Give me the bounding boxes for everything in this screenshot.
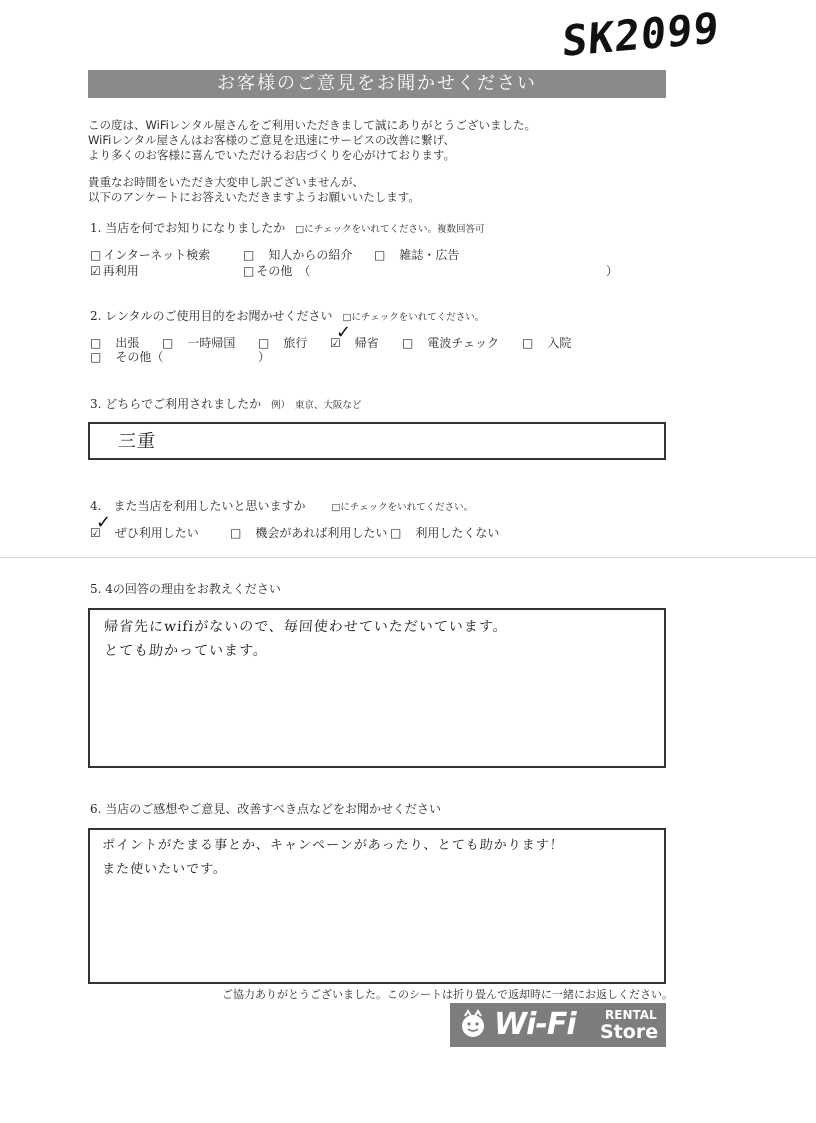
q3-example: 例） 東京、大阪など bbox=[271, 400, 362, 411]
checkbox-icon[interactable]: □ bbox=[522, 336, 534, 350]
q1-option-label: インターネット検索 bbox=[103, 248, 211, 262]
handwritten-check-icon: ✓ bbox=[336, 322, 352, 343]
page-title: お客様のご意見をお聞かせください bbox=[88, 70, 666, 98]
checkbox-checked-icon[interactable]: ☑ bbox=[90, 526, 101, 540]
wifi-rental-store-logo bbox=[450, 1003, 666, 1047]
intro-line2: WiFiレンタル屋さんはお客様のご意見を迅速にサービスの改善に繋げ、 bbox=[88, 133, 456, 147]
checkbox-icon[interactable]: □ bbox=[243, 264, 255, 278]
intro-text bbox=[88, 118, 536, 217]
handwritten-check-icon: ✓ bbox=[96, 512, 112, 533]
mascot-icon bbox=[458, 1009, 488, 1039]
checkbox-icon[interactable]: □ bbox=[162, 336, 174, 350]
q2-option-label: 電波チェック bbox=[427, 336, 499, 350]
checkbox-icon[interactable]: □ bbox=[90, 350, 102, 364]
q4-option-label: ぜひ利用したい bbox=[114, 526, 199, 540]
q2-option-label: 一時帰国 bbox=[187, 336, 236, 350]
logo-rental-text: RENTAL bbox=[605, 1008, 657, 1022]
fold-line bbox=[0, 557, 816, 558]
q1-note: □にチェックをいれてください。複数回答可 bbox=[295, 224, 485, 235]
q3-question: 3. どちらでご利用されましたか bbox=[90, 397, 262, 411]
q3-answer: 三重 bbox=[117, 431, 157, 452]
q1-other-close: ） bbox=[606, 264, 619, 278]
intro-line4: 貴重なお時間をいただき大変申し訳ございませんが、 bbox=[88, 175, 364, 189]
q2-option-signal-check[interactable] bbox=[402, 334, 499, 351]
q1-option-label: その他 （ bbox=[256, 264, 311, 278]
q2-option-return[interactable] bbox=[162, 334, 235, 351]
q1-option-internet[interactable] bbox=[90, 246, 210, 263]
q6-answer-line2: また使いたいです。 bbox=[101, 862, 228, 877]
q4-option-no[interactable] bbox=[390, 524, 499, 541]
q1-option-label: 雑誌・広告 bbox=[399, 248, 460, 262]
serial-number: SK2099 bbox=[561, 2, 721, 67]
intro-line5: 以下のアンケートにお答えいただきますようお願いいたします。 bbox=[88, 190, 420, 204]
q1-question: 1. 当店を何でお知りになりましたか bbox=[90, 221, 286, 235]
q1-option-other[interactable] bbox=[243, 262, 310, 279]
checkbox-checked-icon[interactable]: ☑ bbox=[330, 336, 341, 350]
checkbox-icon[interactable]: □ bbox=[230, 526, 242, 540]
q5-answer-box[interactable] bbox=[88, 608, 666, 768]
q1-label bbox=[90, 219, 484, 236]
q5-answer-line1: 帰省先にwifiがないので、毎回使わせていただいています。 bbox=[103, 619, 509, 635]
intro-line3: より多くのお客様に喜んでいただけるお店づくりを心がけております。 bbox=[88, 148, 456, 162]
q2-note: □にチェックをいれてください。 bbox=[342, 312, 485, 323]
checkbox-icon[interactable]: □ bbox=[390, 526, 402, 540]
checkbox-checked-icon[interactable]: ☑ bbox=[90, 264, 101, 278]
checkbox-icon[interactable]: □ bbox=[243, 248, 255, 262]
intro-line1: この度は、WiFiレンタル屋さんをご利用いただきまして誠にありがとうございました。 bbox=[88, 118, 537, 132]
q2-question: 2. レンタルのご使用目的をお聞かせください bbox=[90, 309, 333, 323]
q2-label bbox=[90, 307, 484, 324]
q1-option-reuse[interactable] bbox=[90, 262, 139, 279]
logo-store-text: Store bbox=[600, 1021, 659, 1043]
q1-option-referral[interactable] bbox=[243, 246, 352, 263]
q3-label bbox=[90, 395, 361, 412]
q2-option-label: その他（ bbox=[115, 350, 164, 364]
q2-option-other[interactable] bbox=[90, 348, 163, 365]
q2-option-hospital[interactable] bbox=[522, 334, 571, 351]
q4-option-label: 機会があれば利用したい bbox=[255, 526, 388, 540]
q1-option-magazine[interactable] bbox=[374, 246, 459, 263]
checkbox-icon[interactable]: □ bbox=[90, 336, 102, 350]
checkbox-icon[interactable]: □ bbox=[374, 248, 386, 262]
q5-answer-line2: とても助かっています。 bbox=[103, 643, 269, 659]
q4-option-label: 利用したくない bbox=[415, 526, 500, 540]
q1-option-label: 再利用 bbox=[102, 264, 139, 278]
q2-other-close: ） bbox=[258, 350, 271, 364]
q4-question: 4. また当店を利用したいと思いますか bbox=[90, 499, 306, 513]
q2-option-label: 入院 bbox=[547, 336, 572, 350]
q2-option-label: 旅行 bbox=[283, 336, 308, 350]
checkbox-icon[interactable]: □ bbox=[90, 248, 102, 262]
q4-option-maybe[interactable] bbox=[230, 524, 387, 541]
logo-wifi-text: Wi-Fi bbox=[494, 1007, 576, 1042]
q1-option-label: 知人からの紹介 bbox=[268, 248, 353, 262]
q6-answer-line1: ポイントがたまる事とか、キャンペーンがあったり、とても助かります！ bbox=[101, 838, 565, 853]
footer-note: ご協力ありがとうございました。このシートは折り畳んで返却時に一緒にお返しください。 bbox=[222, 988, 673, 1001]
checkbox-icon[interactable]: □ bbox=[402, 336, 414, 350]
q3-answer-box[interactable] bbox=[88, 422, 666, 460]
q4-note: □にチェックをいれてください。 bbox=[331, 502, 474, 513]
q6-label: 6. 当店のご感想やご意見、改善すべき点などをお聞かせください bbox=[90, 802, 442, 816]
q5-label: 5. 4の回答の理由をお教えください bbox=[90, 582, 281, 596]
q6-answer-box[interactable] bbox=[88, 828, 666, 984]
q2-option-label: 出張 bbox=[115, 336, 140, 350]
q4-label bbox=[90, 497, 473, 514]
checkbox-icon[interactable]: □ bbox=[258, 336, 270, 350]
q2-option-label: 帰省 bbox=[354, 336, 379, 350]
